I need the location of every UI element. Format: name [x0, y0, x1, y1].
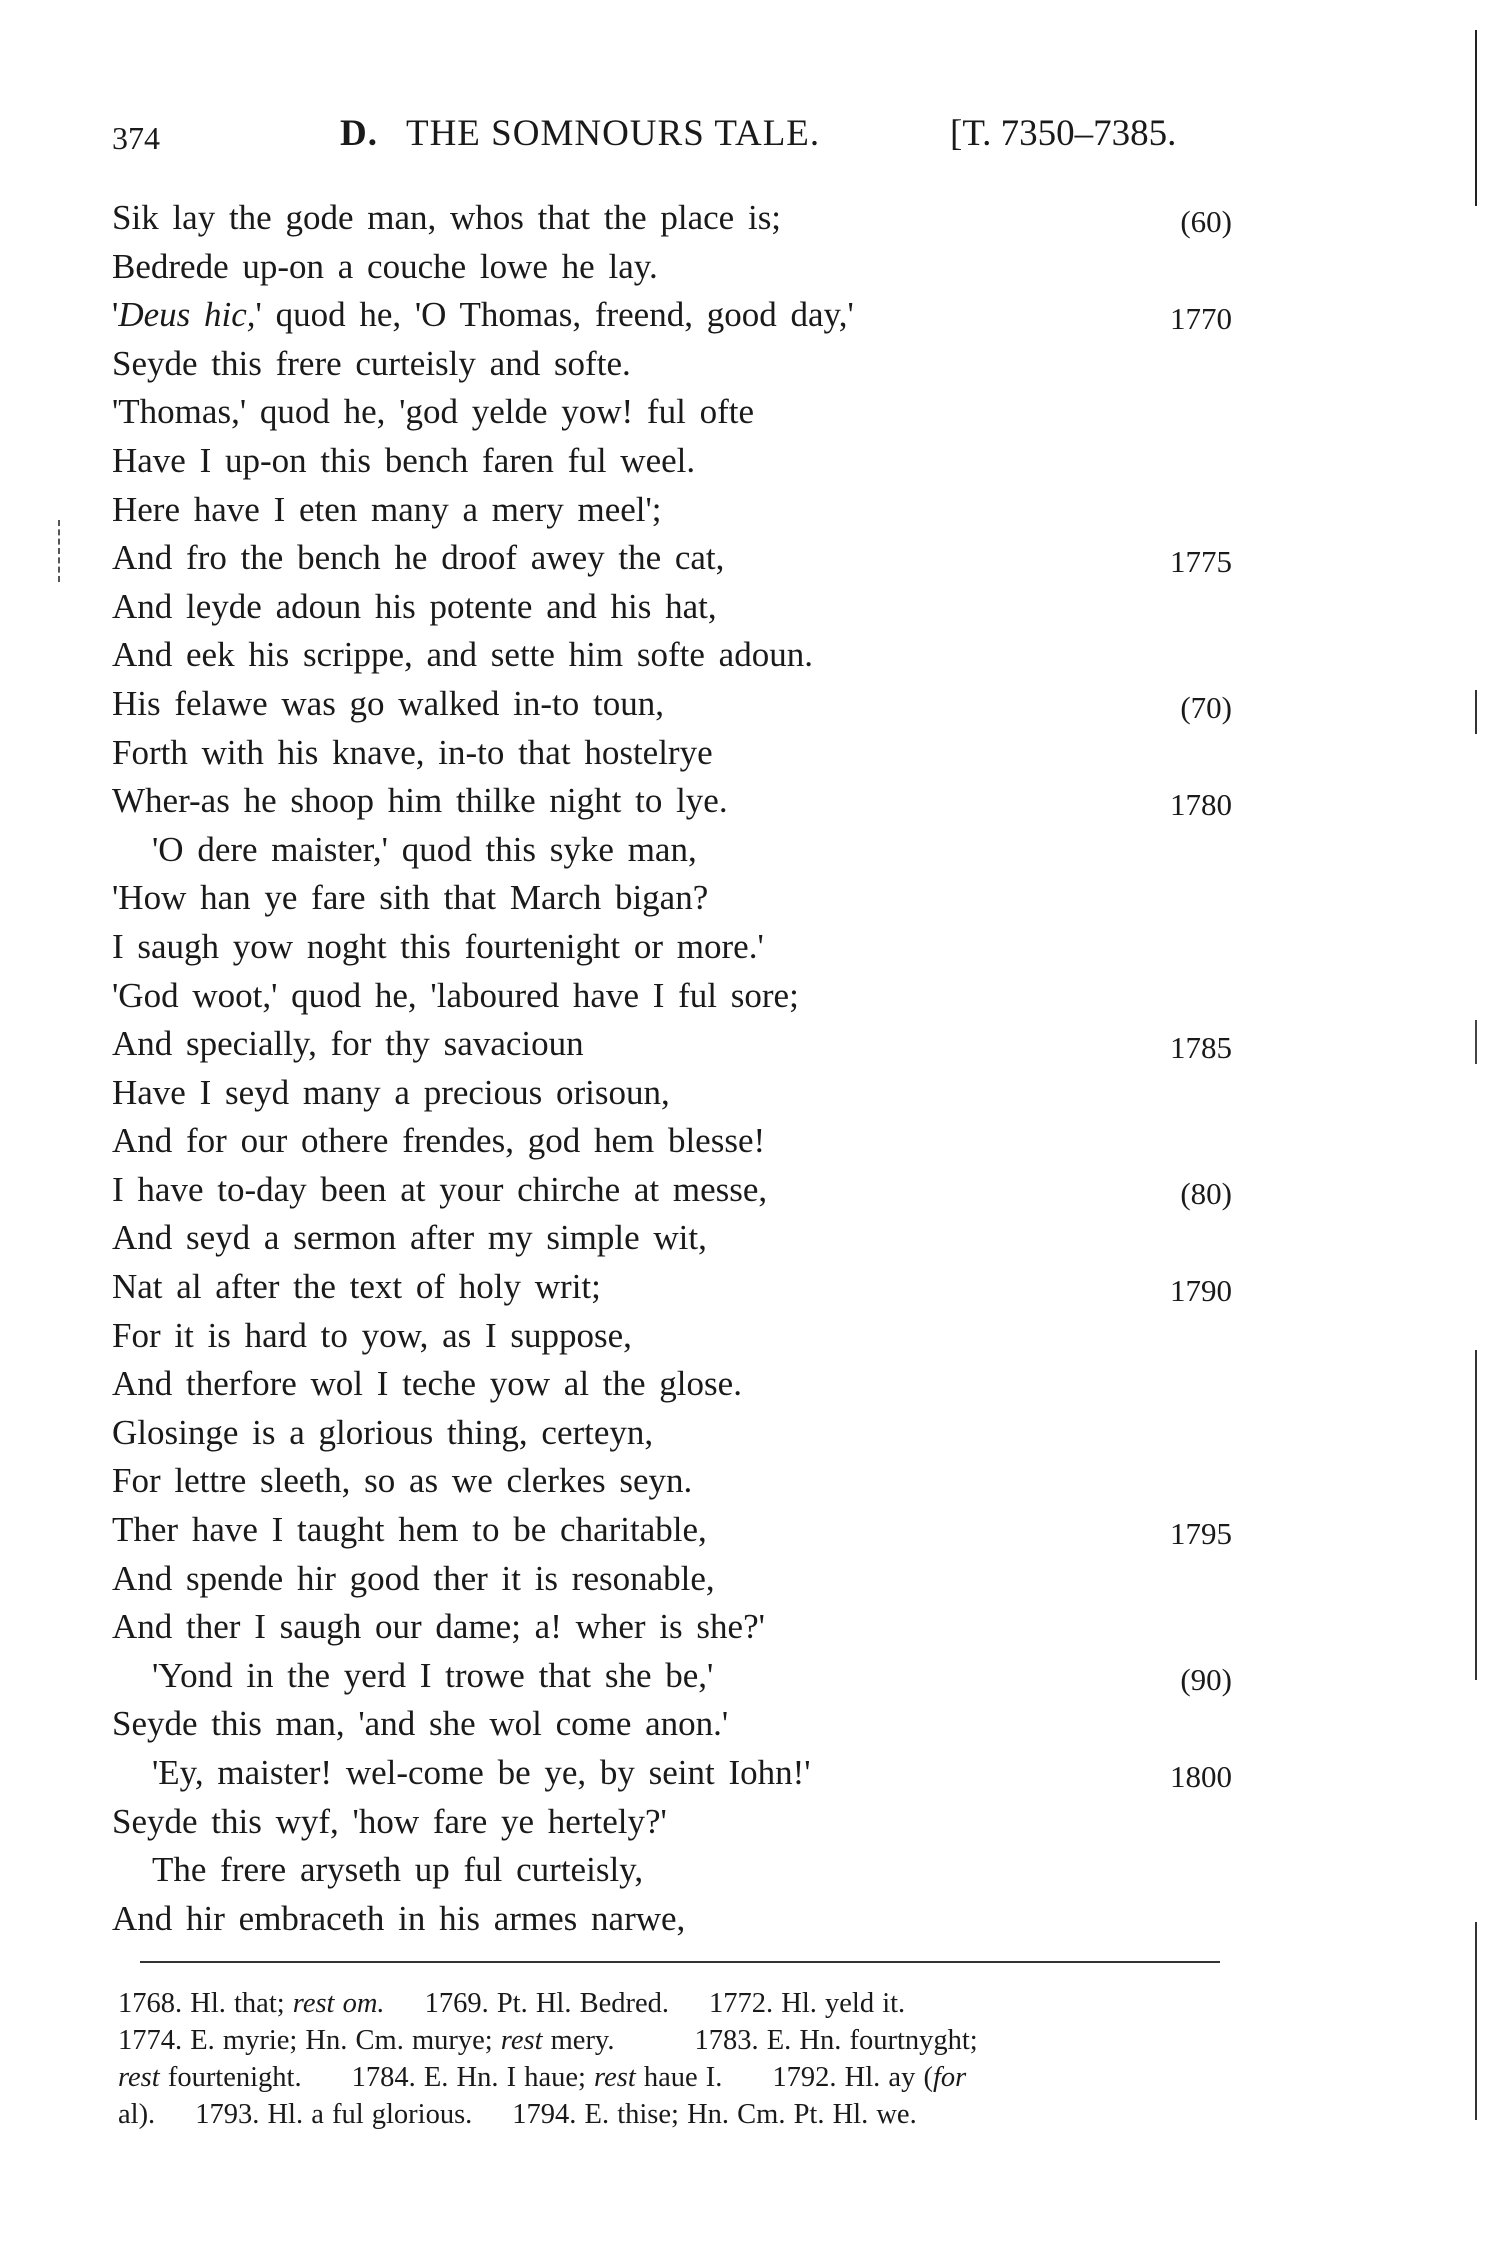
- verse-line: [112, 291, 1232, 340]
- verse-line-text: 'Deus hic,' quod he, 'O Thomas, freend, good day,': [112, 295, 854, 335]
- verse-line-text: Nat al after the text of holy writ;: [112, 1267, 601, 1307]
- line-number: 1785: [1170, 1030, 1232, 1066]
- verse-line-text: The frere aryseth up ful curteisly,: [152, 1850, 644, 1890]
- verse-line-text: Seyde this wyf, 'how fare ye hertely?': [112, 1801, 667, 1841]
- verse-line-text: Here have I eten many a mery meel';: [112, 489, 662, 529]
- section-letter: D.: [340, 113, 378, 154]
- verse-line: [112, 1700, 1232, 1749]
- verse-line: [112, 680, 1232, 729]
- section-title-text: THE SOMNOURS TALE.: [405, 113, 821, 154]
- verse-line-text: And leyde adoun his potente and his hat,: [112, 586, 717, 626]
- verse-line: [112, 1555, 1232, 1604]
- line-number: (80): [1180, 1175, 1232, 1211]
- line-number: 1770: [1170, 301, 1232, 337]
- verse-line: [112, 1214, 1232, 1263]
- verse-line-text: And spende hir good ther it is resonable,: [112, 1558, 715, 1598]
- verse-line-text: Have I seyd many a precious orisoun,: [112, 1072, 670, 1112]
- verse-line: [112, 729, 1232, 778]
- verse-line: [112, 874, 1232, 923]
- verse-line: [112, 972, 1232, 1021]
- verse-line-text: Wher-as he shoop him thilke night to lye.: [112, 781, 728, 821]
- poem-text: [112, 194, 1232, 1943]
- verse-line: [112, 1846, 1232, 1895]
- verse-line: [112, 583, 1232, 632]
- verse-line-text: For lettre sleeth, so as we clerkes seyn.: [112, 1461, 693, 1501]
- verse-line: [112, 1798, 1232, 1847]
- footnotes: [118, 1985, 1228, 2133]
- verse-line-text: 'How han ye fare sith that March bigan?: [112, 878, 709, 918]
- verse-line: [112, 437, 1232, 486]
- footnote-line: 1768. Hl. that; rest om. 1769. Pt. Hl. Bedred. 1772. Hl. yeld it.: [118, 1988, 906, 2019]
- verse-line-text: And specially, for thy savacioun: [112, 1024, 584, 1064]
- verse-line: [112, 1312, 1232, 1361]
- verse-line: [112, 534, 1232, 583]
- verse-line-text: I have to-day been at your chirche at messe,: [112, 1169, 768, 1209]
- verse-line-text: And for our othere frendes, god hem blesse!: [112, 1121, 766, 1161]
- verse-line: [112, 1020, 1232, 1069]
- line-number: (60): [1180, 204, 1232, 239]
- line-number: (70): [1180, 689, 1232, 725]
- verse-line: [112, 777, 1232, 826]
- verse-line: [112, 1360, 1232, 1409]
- verse-line-text: Seyde this frere curteisly and softe.: [112, 343, 631, 383]
- line-number: (90): [1180, 1661, 1232, 1697]
- verse-line-text: And fro the bench he droof awey the cat,: [112, 538, 725, 578]
- verse-line: [112, 1457, 1232, 1506]
- verse-line-text: His felawe was go walked in-to toun,: [112, 683, 664, 723]
- verse-line-text: 'Ey, maister! wel-come be ye, by seint Iohn!': [152, 1753, 811, 1792]
- line-number: 1790: [1170, 1273, 1232, 1309]
- running-header: [112, 112, 1222, 162]
- verse-line: [112, 1117, 1232, 1166]
- verse-line: [112, 1069, 1232, 1118]
- verse-line-text: Have I up-on this bench faren ful weel.: [112, 440, 696, 480]
- margin-mark: [58, 520, 63, 582]
- verse-line-text: And therfore wol I teche yow al the glose.: [112, 1364, 742, 1404]
- footnote-line: rest fourtenight. 1784. E. Hn. I haue; rest haue I. 1792. Hl. ay (for: [118, 2062, 967, 2093]
- verse-line: [112, 631, 1232, 680]
- verse-line: [112, 923, 1232, 972]
- verse-line: [112, 1652, 1232, 1701]
- section-title: [340, 112, 820, 155]
- verse-line: [112, 1895, 1232, 1944]
- scan-edge-artifact: [1475, 30, 1477, 2230]
- verse-line-text: And hir embraceth in his armes narwe,: [112, 1898, 686, 1938]
- verse-line-text: Seyde this man, 'and she wol come anon.': [112, 1704, 729, 1744]
- verse-line-text: And ther I saugh our dame; a! wher is she?': [112, 1607, 765, 1647]
- verse-line-text: 'Thomas,' quod he, 'god yelde yow! ful ofte: [112, 392, 754, 432]
- verse-line: [112, 1749, 1232, 1798]
- footnote-line: al). 1793. Hl. a ful glorious. 1794. E. thise; Hn. Cm. Pt. Hl. we.: [118, 2099, 917, 2130]
- verse-line: [112, 1263, 1232, 1312]
- verse-line: [112, 1506, 1232, 1555]
- verse-line-text: And seyd a sermon after my simple wit,: [112, 1218, 707, 1258]
- verse-line-text: Ther have I taught hem to be charitable,: [112, 1510, 707, 1550]
- verse-line: [112, 1409, 1232, 1458]
- line-number: 1775: [1170, 544, 1232, 580]
- verse-line-text: Bedrede up-on a couche lowe he lay.: [112, 246, 658, 286]
- footnote-line: 1774. E. myrie; Hn. Cm. murye; rest mery. 1783. E. Hn. fourtnyght;: [118, 2025, 978, 2056]
- line-number: 1800: [1170, 1759, 1232, 1794]
- verse-line-text: 'God woot,' quod he, 'laboured have I ful sore;: [112, 975, 799, 1015]
- verse-line-text: 'Yond in the yerd I trowe that she be,': [152, 1655, 714, 1695]
- verse-line: [112, 1603, 1232, 1652]
- verse-line-text: Forth with his knave, in-to that hostelrye: [112, 732, 713, 772]
- line-number: 1780: [1170, 787, 1232, 823]
- verse-line: [112, 388, 1232, 437]
- verse-line: [112, 826, 1232, 875]
- verse-line-text: For it is hard to yow, as I suppose,: [112, 1315, 632, 1355]
- verse-line-text: I saugh yow noght this fourtenight or more.': [112, 926, 764, 966]
- verse-line-text: Sik lay the gode man, whos that the place is;: [112, 198, 782, 237]
- page-number: 374: [112, 120, 160, 156]
- verse-line: [112, 243, 1232, 292]
- verse-line-text: And eek his scrippe, and sette him softe adoun.: [112, 635, 813, 675]
- line-range: [T. 7350–7385.: [950, 113, 1177, 154]
- footnote-rule: [140, 1961, 1220, 1963]
- line-number: 1795: [1170, 1516, 1232, 1552]
- verse-line: [112, 340, 1232, 389]
- verse-line: [112, 1166, 1232, 1215]
- verse-line-text: 'O dere maister,' quod this syke man,: [152, 829, 697, 869]
- verse-line: [112, 486, 1232, 535]
- verse-line-text: Glosinge is a glorious thing, certeyn,: [112, 1412, 654, 1452]
- verse-line: [112, 194, 1232, 243]
